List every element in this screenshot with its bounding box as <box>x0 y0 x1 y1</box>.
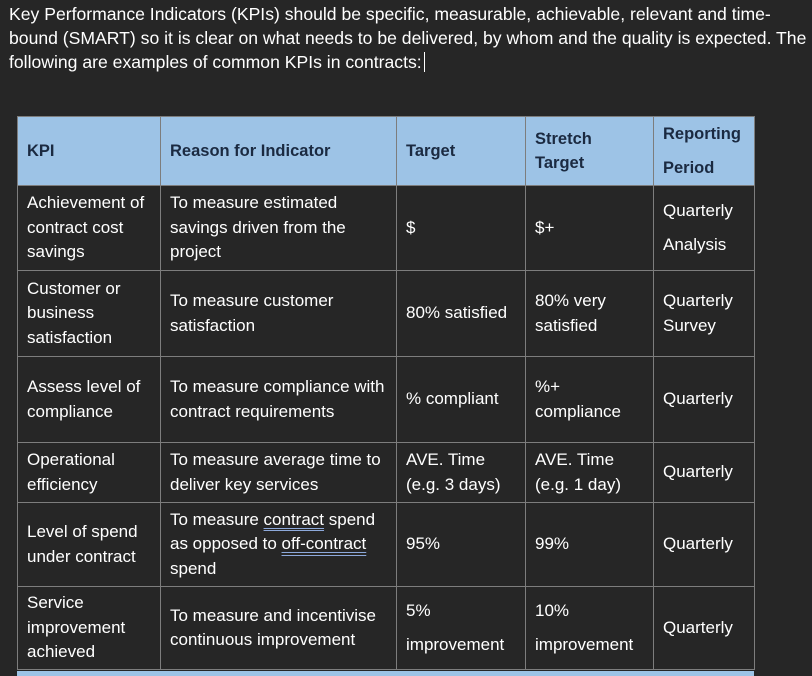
reason-text-part: spend <box>170 558 217 578</box>
cell-reason: To measure compliance with contract requirements <box>161 357 397 443</box>
table-next-header-band <box>17 671 754 676</box>
header-reporting-period: Reporting Period <box>654 117 755 186</box>
header-reason: Reason for Indicator <box>161 117 397 186</box>
cell-kpi: Assess level of compliance <box>18 357 161 443</box>
cell-stretch-target: 80% very satisfied <box>526 271 654 357</box>
cell-reason <box>161 503 397 587</box>
kpi-table <box>17 116 755 670</box>
cell-kpi: Service improvement achieved <box>18 587 161 670</box>
header-target: Target <box>397 117 526 186</box>
table-row <box>18 357 755 443</box>
table-header-row <box>18 117 755 186</box>
cell-stretch-target: AVE. Time (e.g. 1 day) <box>526 443 654 503</box>
cell-reason: To measure customer satisfaction <box>161 271 397 357</box>
cell-stretch-target: 99% <box>526 503 654 587</box>
intro-paragraph[interactable] <box>9 2 809 74</box>
cell-reporting-period: Quarterly Analysis <box>654 186 755 271</box>
cell-kpi: Customer or business satisfaction <box>18 271 161 357</box>
cell-stretch-target: $+ <box>526 186 654 271</box>
cell-reporting-period: Quarterly <box>654 357 755 443</box>
cell-reporting-period: Quarterly <box>654 503 755 587</box>
cell-kpi: Operational efficiency <box>18 443 161 503</box>
cell-kpi: Achievement of contract cost savings <box>18 186 161 271</box>
cell-kpi: Level of spend under contract <box>18 503 161 587</box>
cell-target: AVE. Time (e.g. 3 days) <box>397 443 526 503</box>
cell-reason: To measure average time to deliver key services <box>161 443 397 503</box>
intro-text: Key Performance Indicators (KPIs) should be specific, measurable, achievable, relevant and time-bound (SMART) so it is clear on what needs to be delivered, by whom and the quality is expected. The following are examples of common KPIs in contracts: <box>9 4 807 72</box>
table-row <box>18 186 755 271</box>
cell-target: $ <box>397 186 526 271</box>
cell-target: % compliant <box>397 357 526 443</box>
table-row <box>18 271 755 357</box>
header-stretch-target: Stretch Target <box>526 117 654 186</box>
cell-reporting-period: Quarterly Survey <box>654 271 755 357</box>
reason-text-part: spend as opposed to <box>170 509 376 554</box>
grammar-flag-off-contract[interactable]: off-contract <box>281 534 367 554</box>
cell-reporting-period: Quarterly <box>654 443 755 503</box>
cell-target: 80% satisfied <box>397 271 526 357</box>
text-cursor <box>424 52 425 72</box>
reason-text-part: To measure <box>170 509 264 529</box>
cell-stretch-target: %+ compliance <box>526 357 654 443</box>
table-row <box>18 503 755 587</box>
table-row <box>18 443 755 503</box>
cell-target: 5% improvement <box>397 587 526 670</box>
cell-reporting-period: Quarterly <box>654 587 755 670</box>
header-kpi: KPI <box>18 117 161 186</box>
grammar-flag-contract[interactable]: contract <box>263 509 325 529</box>
cell-reason: To measure and incentivise continuous improvement <box>161 587 397 670</box>
table-row <box>18 587 755 670</box>
cell-reason: To measure estimated savings driven from the project <box>161 186 397 271</box>
cell-target: 95% <box>397 503 526 587</box>
cell-stretch-target: 10% improvement <box>526 587 654 670</box>
